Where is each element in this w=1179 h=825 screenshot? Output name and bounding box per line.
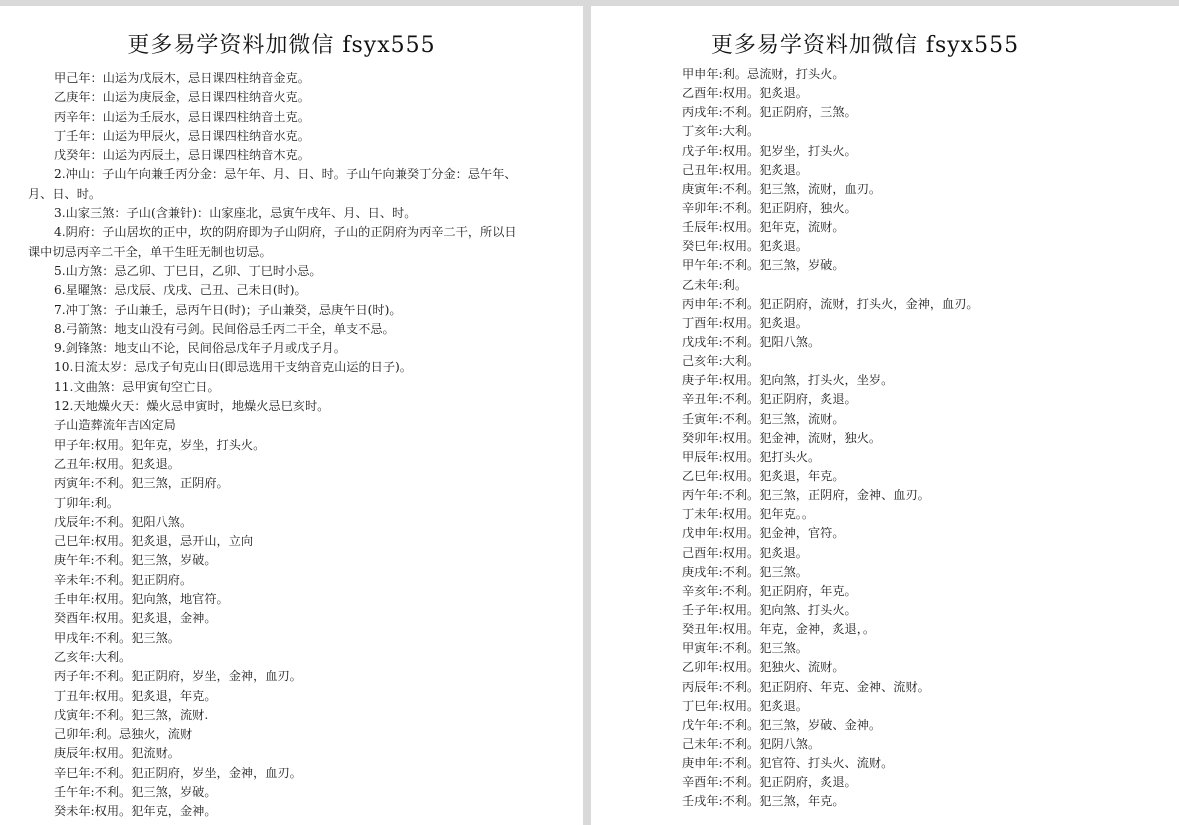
text-line: 乙巳年:权用。犯炙退，年克。 (682, 468, 845, 483)
text-line: 甲子年:权用。犯年克，岁坐，打头火。 (54, 437, 266, 452)
text-line: 戊癸年：山运为丙辰土，忌日课四柱纳音木克。 (54, 148, 310, 163)
text-line: 11.文曲煞：忌甲寅旬空亡日。 (54, 379, 220, 394)
text-line: 甲申年:利。忌流财，打头火。 (682, 67, 845, 81)
text-line: 丁亥年:大利。 (682, 124, 760, 139)
text-line: 壬辰年:权用。犯年克，流财。 (682, 220, 845, 235)
text-line: 乙酉年:权用。犯炙退。 (682, 86, 808, 101)
text-line: 丙寅年:不利。犯三煞，正阴府。 (54, 476, 229, 491)
text-line: 3.山家三煞：子山(含兼针)：山家座北，忌寅午戌年、月、日、时。 (54, 206, 417, 221)
text-line: 丁未年:权用。犯年克。。 (682, 507, 815, 522)
text-line: 乙卯年:权用。犯独火、流财。 (682, 660, 845, 675)
text-line: 丙申年:不利。犯正阴府，流财，打头火，金神，血刃。 (682, 296, 979, 311)
text-line: 己卯年:利。忌独火，流财 (54, 727, 193, 742)
text-line: 壬寅年:不利。犯三煞，流财。 (682, 411, 845, 426)
text-line: 癸未年:权用。犯年克，金神。 (54, 804, 217, 819)
text-line: 丁丑年:权用。犯炙退，年克。 (54, 688, 217, 703)
text-line: 己巳年:权用。犯炙退，忌开山，立向 (54, 534, 254, 549)
text-line: 辛未年:不利。犯正阴府。 (54, 572, 193, 587)
text-line: 癸丑年:权用。年克，金神，炙退，。 (682, 622, 876, 637)
text-line: 9.剑锋煞：地支山不论，民间俗忌戊年子月或戊子月。 (54, 341, 346, 356)
text-line: 戊午年:不利。犯三煞，岁破、金神。 (682, 717, 882, 732)
text-line: 乙庚年：山运为庚辰金，忌日课四柱纳音火克。 (54, 90, 310, 105)
text-line: 子山造葬流年吉凶定局 (54, 418, 176, 433)
text-line: 乙未年:利。 (682, 277, 748, 292)
text-line: 2.冲山：子山午向兼壬丙分金：忌午年、月、日、时。子山午向兼癸丁分金：忌午年、 (54, 167, 517, 182)
text-line: 甲己年：山运为戊辰木，忌日课四柱纳音金克。 (54, 71, 310, 85)
text-line: 辛丑年:不利。犯正阴府，炙退。 (682, 392, 857, 407)
text-line: 乙亥年:大利。 (54, 649, 132, 664)
text-line: 5.山方煞：忌乙卯、丁巳日，乙卯、丁巳时小忌。 (54, 263, 322, 278)
text-line: 己丑年:权用。犯炙退。 (682, 162, 808, 177)
text-line: 月、日、时。 (28, 186, 102, 201)
text-line: 课中切忌丙辛二干全，单干生旺无制也切忌。 (28, 244, 272, 259)
text-line: 甲戌年:不利。犯三煞。 (54, 630, 180, 645)
text-line: 丙辛年：山运为壬辰水，忌日课四柱纳音土克。 (54, 109, 310, 124)
text-line: 10.日流太岁：忌戊子旬克山日(即忌选用干支纳音克山运的日子)。 (54, 360, 412, 375)
text-line: 壬戌年:不利。犯三煞，年克。 (682, 794, 845, 809)
left-page (0, 6, 583, 825)
text-line: 8.弓箭煞：地支山没有弓剑。民间俗忌壬丙二干全，单支不忌。 (54, 321, 395, 336)
text-line: 癸酉年:权用。犯炙退，金神。 (54, 611, 217, 626)
right-page (591, 6, 1179, 825)
text-line: 4.阴府：子山居坎的正中，坎的阴府即为子山阴府，子山的正阴府为丙辛二干，所以日 (54, 225, 517, 240)
text-line: 乙丑年:权用。犯炙退。 (54, 456, 180, 471)
text-line: 戊子年:权用。犯岁坐，打头火。 (682, 143, 857, 158)
text-line: 庚辰年:权用。犯流财。 (54, 746, 180, 761)
text-line: 庚寅年:不利。犯三煞，流财，血刃。 (682, 181, 882, 196)
text-line: 甲寅年:不利。犯三煞。 (682, 641, 808, 656)
text-line: 7.冲丁煞：子山兼壬，忌丙午日(时)；子山兼癸，忌庚午日(时)。 (54, 302, 402, 317)
text-line: 戊戌年:不利。犯阳八煞。 (682, 334, 821, 349)
text-line: 6.星曜煞：忌戊辰、戊戌、己丑、己未日(时)。 (54, 283, 307, 298)
text-line: 己亥年:大利。 (682, 354, 760, 369)
text-line: 辛卯年:不利。犯正阴府，独火。 (682, 200, 857, 215)
text-line: 辛巳年:不利。犯正阴府，岁坐，金神，血刃。 (54, 765, 302, 780)
text-line: 壬申年:权用。犯向煞，地官符。 (54, 592, 229, 607)
text-line: 辛亥年:不利。犯正阴府，年克。 (682, 583, 857, 598)
text-line: 丁壬年：山运为甲辰火，忌日课四柱纳音水克。 (54, 128, 310, 143)
page-title: 更多易学资料加微信 fsyx555 (710, 33, 1020, 58)
text-line: 戊寅年:不利。犯三煞，流财. (54, 707, 209, 722)
text-line: 癸卯年:权用。犯金神，流财，独火。 (682, 430, 882, 445)
text-line: 丙午年:不利。犯三煞，正阴府，金神、血刃。 (682, 488, 930, 503)
text-line: 戊申年:权用。犯金神，官符。 (682, 526, 845, 541)
text-line: 丁酉年:权用。犯炙退。 (682, 315, 808, 330)
text-line: 庚子年:权用。犯向煞，打头火，坐岁。 (682, 373, 894, 388)
left-text-body (0, 69, 583, 822)
text-line: 甲午年:不利。犯三煞，岁破。 (682, 258, 845, 273)
text-line: 庚申年:不利。犯官符、打头火、流财。 (682, 756, 894, 771)
text-line: 壬子年:权用。犯向煞、打头火。 (682, 602, 857, 617)
right-text-body (591, 65, 1179, 811)
page-title: 更多易学资料加微信 fsyx555 (127, 33, 436, 58)
text-line: 庚午年:不利。犯三煞，岁破。 (54, 553, 217, 568)
text-line: 丙辰年:不利。犯正阴府、年克、金神、流财。 (682, 679, 930, 694)
text-line: 丁巳年:权用。犯炙退。 (682, 698, 808, 713)
text-line: 甲辰年:权用。犯打头火。 (682, 449, 821, 464)
text-line: 己酉年:权用。犯炙退。 (682, 545, 808, 560)
text-line: 庚戌年:不利。犯三煞。 (682, 564, 808, 579)
text-line: 丁卯年:利。 (54, 495, 120, 510)
text-line: 戊辰年:不利。犯阳八煞。 (54, 514, 193, 529)
text-line: 12.天地燥火天：燥火忌申寅时，地燥火忌巳亥时。 (54, 399, 330, 414)
text-line: 癸巳年:权用。犯炙退。 (682, 239, 808, 254)
text-line: 辛酉年:不利。犯正阴府，炙退。 (682, 775, 857, 790)
text-line: 己未年:不利。犯阴八煞。 (682, 736, 821, 751)
text-line: 丙子年:不利。犯正阴府，岁坐，金神，血刃。 (54, 669, 302, 684)
text-line: 丙戌年:不利。犯正阴府，三煞。 (682, 105, 857, 120)
text-line: 壬午年:不利。犯三煞，岁破。 (54, 784, 217, 799)
